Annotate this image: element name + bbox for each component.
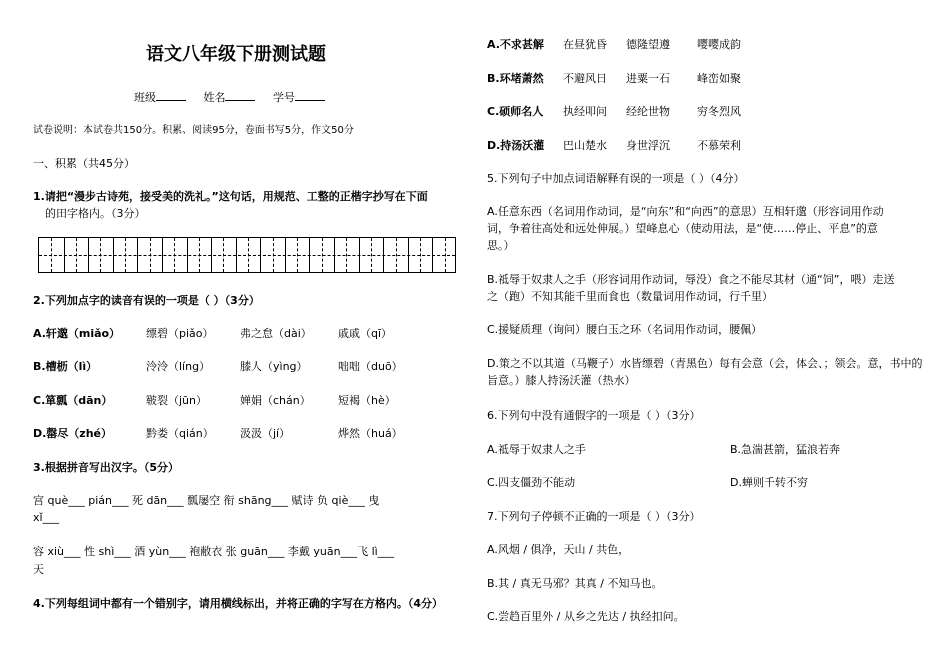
question-3: 3.根据拼音写出汉字。（5分） <box>33 461 179 474</box>
grid-cell-guide <box>396 238 397 272</box>
class-label: 班级 <box>134 91 156 104</box>
question-3-line: 宫 què___ pián___ 死 dān___ 瓢屡空 衔 shāng___ 赋诗 负 qiè___ 曳 <box>33 494 380 507</box>
name-label: 姓名 <box>203 91 226 104</box>
q5-option-c: C.援疑质理（询问）腰白玉之环（名词用作动词，腰佩） <box>487 323 763 336</box>
question-7: 7.下列句子停顿不正确的一项是（ ）（3分） <box>487 510 701 523</box>
q4-option-item: 德隆望遵 <box>626 38 670 51</box>
q2-option-item: 咄咄（duō） <box>338 360 403 373</box>
grid-cell-guide <box>322 238 323 272</box>
grid-cell-guide <box>76 238 77 272</box>
q7-option-a: A.风烟 / 俱净，天山 / 共色， <box>487 543 630 556</box>
q2-option-item: 戚戚（qī） <box>338 327 393 340</box>
q2-option-item: 汲汲（jí） <box>240 427 291 440</box>
q4-option-item: 嘤嘤成韵 <box>697 38 741 51</box>
grid-cell-guide <box>174 238 175 272</box>
grid-cell-guide <box>199 238 200 272</box>
class-field[interactable] <box>156 100 186 101</box>
q2-option-item: 烨然（huá） <box>338 427 403 440</box>
q4-option-item: 执经叩问 <box>563 105 607 118</box>
q6-option-a: A.祗辱于奴隶人之手 <box>487 443 586 456</box>
q7-option-b: B.其 / 真无马邪？其真 / 不知马也。 <box>487 577 663 590</box>
grid-cell-guide <box>248 238 249 272</box>
q2-option-item: 膝人（yìng） <box>240 360 308 373</box>
name-field[interactable] <box>225 100 255 101</box>
q4-option-item: 峰峦如聚 <box>697 72 741 85</box>
grid-cell-border <box>359 238 360 272</box>
question-1: 1.请把“漫步古诗苑，接受美的洗礼。”这句话，用规范、工整的正楷字抄写在下面 <box>33 190 428 203</box>
section-heading: 一、积累（共45分） <box>33 157 135 170</box>
grid-cell-guide <box>297 238 298 272</box>
grid-cell-guide <box>150 238 151 272</box>
q2-option-item: 缥碧（piǎo） <box>146 327 214 340</box>
writing-grid[interactable] <box>38 237 456 273</box>
grid-cell-border <box>64 238 65 272</box>
question-2: 2.下列加点字的读音有误的一项是（ ）（3分） <box>33 294 260 307</box>
q2-option-item: B.槽枥（lì） <box>33 360 98 373</box>
q5-option-a-cont: 思。） <box>487 239 515 252</box>
q4-option-item: 不避风日 <box>563 72 607 85</box>
grid-cell-guide <box>273 238 274 272</box>
q4-option-item: 穷冬烈风 <box>697 105 741 118</box>
grid-cell-guide <box>100 238 101 272</box>
grid-cell-guide <box>420 238 421 272</box>
question-1-cont: 的田字格内。（3分） <box>45 207 146 220</box>
q4-option-item: 在昼犹昏 <box>563 38 607 51</box>
grid-cell-border <box>187 238 188 272</box>
q4-option-item: C.硕师名人 <box>487 105 544 118</box>
grid-cell-guide <box>346 238 347 272</box>
q2-option-item: 短褐（hè） <box>338 394 396 407</box>
id-field[interactable] <box>295 100 325 101</box>
q2-option-item: C.箪瓢（dān） <box>33 394 113 407</box>
q5-option-a: A.任意东西（名词用作动词，是“向东”和“向西”的意思）互相轩邈（形容词用作动 <box>487 205 884 218</box>
q2-option-item: A.轩邈（miǎo） <box>33 327 121 340</box>
grid-cell-border <box>113 238 114 272</box>
q6-option-d: D.蝉则千转不穷 <box>730 476 808 489</box>
q2-option-item: 黔娄（qián） <box>146 427 214 440</box>
question-3-line: 天 <box>33 563 44 576</box>
q4-option-item: A.不求甚解 <box>487 38 544 51</box>
question-3-line: xǐ___ <box>33 511 60 524</box>
question-6: 6.下列句中没有通假字的一项是（ ）（3分） <box>487 409 701 422</box>
q2-option-item: 弗之怠（dài） <box>240 327 312 340</box>
id-label: 学号 <box>272 91 295 104</box>
grid-cell-guide <box>51 238 52 272</box>
grid-cell-guide <box>445 238 446 272</box>
exam-title: 语文八年级下册测试题 <box>146 44 326 65</box>
q2-option-item: D.罄尽（zhé） <box>33 427 113 440</box>
q2-option-item: 皲裂（jūn） <box>146 394 207 407</box>
grid-cell-border <box>162 238 163 272</box>
question-3-line: 容 xiù___ 性 shì___ 酒 yùn___ 袍敝衣 张 guān___ 李戴 yuān___飞 lì___ <box>33 545 395 558</box>
grid-cell-border <box>432 238 433 272</box>
grid-cell-border <box>260 238 261 272</box>
grid-cell-border <box>88 238 89 272</box>
q5-option-d-cont: 旨意。）膝人持汤沃灌（热水） <box>487 374 636 387</box>
grid-cell-border <box>334 238 335 272</box>
q5-option-b-cont: 之（跑）不知其能千里而食也（数量词用作动词，行千里） <box>487 290 773 303</box>
question-4: 4.下列每组词中都有一个错别字，请用横线标出，并将正确的字写在方格内。（4分） <box>33 597 443 610</box>
student-info <box>134 91 325 105</box>
q4-option-item: 经纶世物 <box>626 105 670 118</box>
q6-option-b: B.急湍甚箭，猛浪若奔 <box>730 443 841 456</box>
q5-option-b: B.祗辱于奴隶人之手（形容词用作动词，辱没）食之不能尽其材（通“饲”，喂）走送 <box>487 273 895 286</box>
q4-option-item: 身世浮沉 <box>626 139 670 152</box>
grid-cell-border <box>383 238 384 272</box>
q5-option-d: D.策之不以其道（马鞭子）水皆缥碧（青黑色）每有会意（会，体会、；领会。意，书中的 <box>487 357 923 370</box>
grid-cell-border <box>137 238 138 272</box>
grid-cell-border <box>408 238 409 272</box>
grid-cell-guide <box>125 238 126 272</box>
q4-option-item: B.环堵萧然 <box>487 72 544 85</box>
q4-option-item: 进粟一石 <box>626 72 670 85</box>
question-5: 5.下列句子中加点词语解释有误的一项是（ ）（4分） <box>487 172 745 185</box>
q4-option-item: D.持汤沃灌 <box>487 139 545 152</box>
q2-option-item: 婵娟（chán） <box>240 394 311 407</box>
q7-option-c: C.尝趋百里外 / 从乡之先达 / 执经扣问。 <box>487 610 685 623</box>
q4-option-item: 不慕荣利 <box>697 139 741 152</box>
grid-cell-border <box>309 238 310 272</box>
grid-cell-border <box>236 238 237 272</box>
grid-cell-border <box>211 238 212 272</box>
q5-option-a-cont: 词，争着往高处和远处伸展。）望峰息心（使动用法，是“使……停止、平息”的意 <box>487 222 878 235</box>
q6-option-c: C.四支僵劲不能动 <box>487 476 576 489</box>
q4-option-item: 巴山楚水 <box>563 139 607 152</box>
grid-cell-guide <box>371 238 372 272</box>
grid-cell-border <box>285 238 286 272</box>
grid-cell-guide <box>223 238 224 272</box>
exam-note: 试卷说明：本试卷共150分。积累、阅读95分，卷面书写5分，作文50分 <box>33 125 354 136</box>
q2-option-item: 泠泠（líng） <box>146 360 211 373</box>
